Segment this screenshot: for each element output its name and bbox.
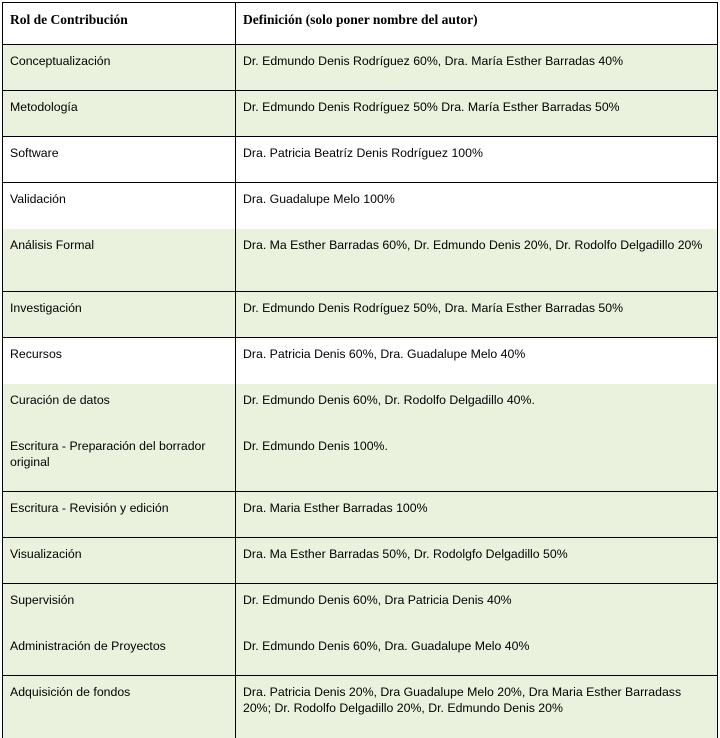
role-cell: Análisis Formal [3, 229, 236, 292]
definition-cell: Dra. Guadalupe Melo 100% [236, 183, 718, 229]
table-row [3, 45, 718, 91]
role-cell: Administración de Proyectos [3, 630, 236, 676]
contribution-table [2, 2, 718, 738]
definition-cell: Dr. Edmundo Denis Rodríguez 50% Dra. María Esther Barradas 50% [236, 91, 718, 137]
role-cell: Curación de datos [3, 384, 236, 430]
role-cell: Validación [3, 183, 236, 229]
role-cell: Escritura - Revisión y edición [3, 492, 236, 538]
role-cell: Supervisión [3, 584, 236, 630]
table-row [3, 492, 718, 538]
role-cell: Software [3, 137, 236, 183]
definition-cell: Dra. Ma Esther Barradas 60%, Dr. Edmundo Denis 20%, Dr. Rodolfo Delgadillo 20% [236, 229, 718, 292]
definition-cell: Dra. Patricia Denis 60%, Dra. Guadalupe Melo 40% [236, 338, 718, 384]
header-row [3, 3, 718, 45]
role-cell: Escritura - Preparación del borrador original [3, 430, 236, 492]
table-row [3, 229, 718, 292]
definition-cell: Dr. Edmundo Denis Rodríguez 60%, Dra. María Esther Barradas 40% [236, 45, 718, 91]
table-row [3, 384, 718, 430]
header-role: Rol de Contribución [3, 3, 236, 45]
definition-cell: Dr. Edmundo Denis Rodríguez 50%, Dra. María Esther Barradas 50% [236, 292, 718, 338]
role-cell: Conceptualización [3, 45, 236, 91]
definition-cell: Dra. Patricia Beatríz Denis Rodríguez 100% [236, 137, 718, 183]
table-row [3, 676, 718, 738]
role-cell: Investigación [3, 292, 236, 338]
role-cell: Metodología [3, 91, 236, 137]
table-row [3, 430, 718, 492]
table-row [3, 91, 718, 137]
definition-cell: Dr. Edmundo Denis 60%, Dr. Rodolfo Delgadillo 40%. [236, 384, 718, 430]
table-row [3, 538, 718, 584]
table-row [3, 183, 718, 229]
role-cell: Recursos [3, 338, 236, 384]
header-definition: Definición (solo poner nombre del autor) [236, 3, 718, 45]
definition-cell: Dr. Edmundo Denis 60%, Dra. Guadalupe Melo 40% [236, 630, 718, 676]
definition-cell: Dra. Ma Esther Barradas 50%, Dr. Rodolgfo Delgadillo 50% [236, 538, 718, 584]
table-row [3, 292, 718, 338]
definition-cell: Dra. Maria Esther Barradas 100% [236, 492, 718, 538]
definition-cell: Dr. Edmundo Denis 100%. [236, 430, 718, 492]
role-cell: Visualización [3, 538, 236, 584]
table-row [3, 338, 718, 384]
role-cell: Adquisición de fondos [3, 676, 236, 738]
definition-cell: Dra. Patricia Denis 20%, Dra Guadalupe Melo 20%, Dra Maria Esther Barradass 20%; Dr. Rodolfo Delgadillo 20%, Dr. Edmundo Denis 20% [236, 676, 718, 738]
table-row [3, 630, 718, 676]
definition-cell: Dr. Edmundo Denis 60%, Dra Patricia Denis 40% [236, 584, 718, 630]
table-row [3, 584, 718, 630]
table-row [3, 137, 718, 183]
